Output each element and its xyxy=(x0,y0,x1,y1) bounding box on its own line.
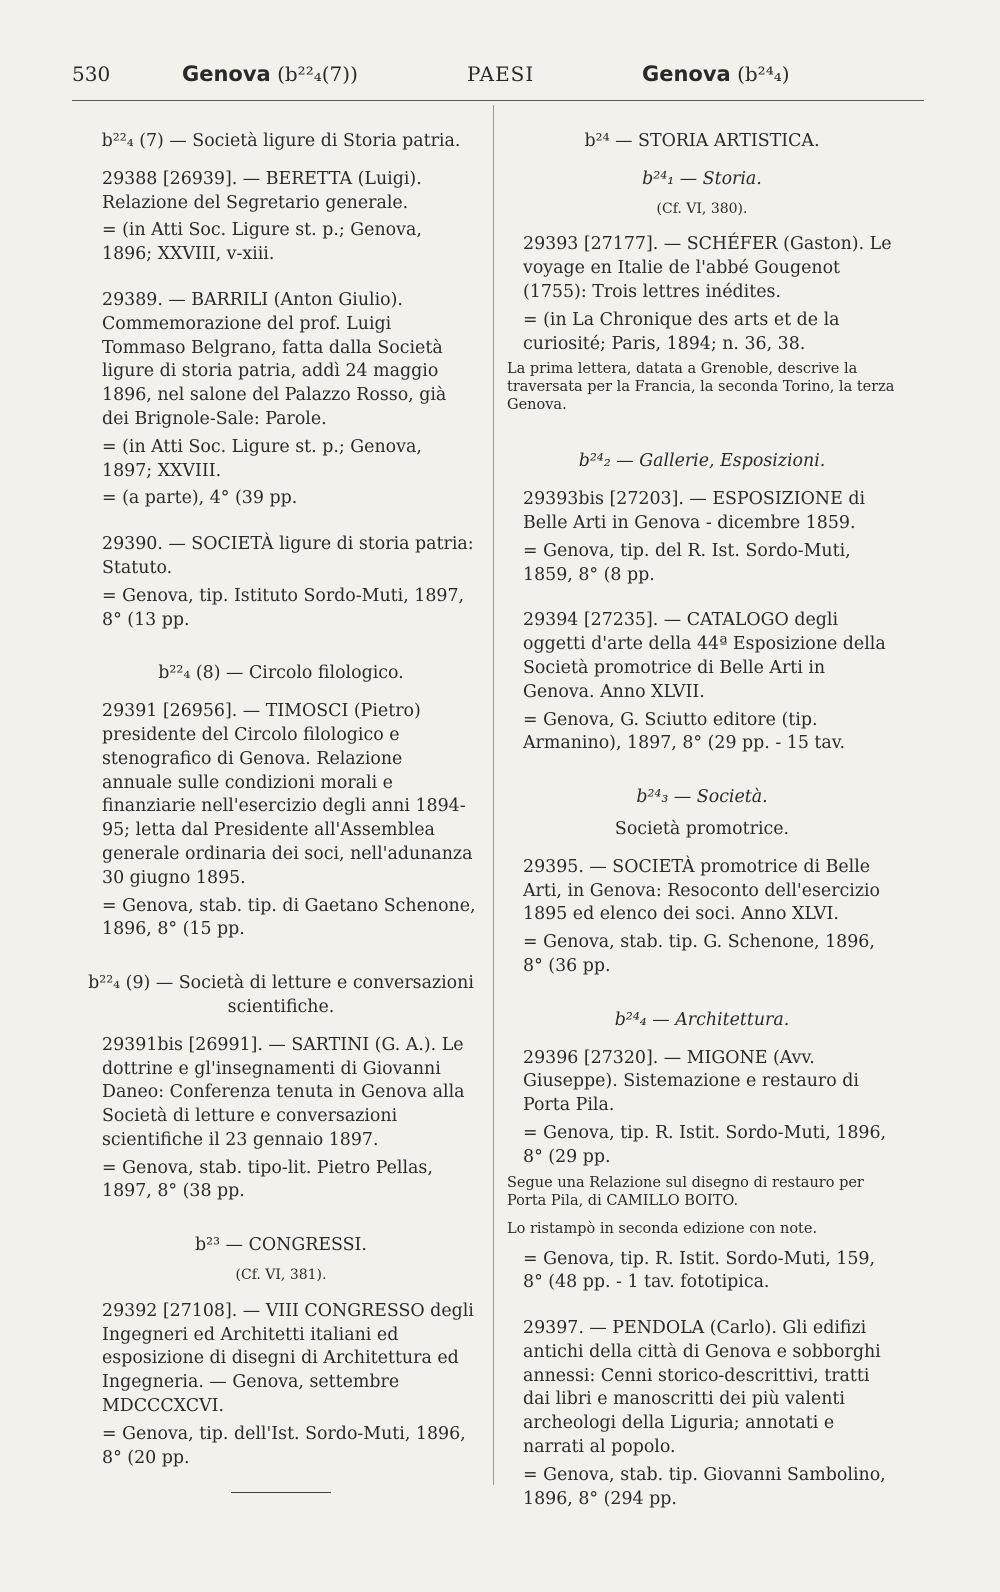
imprint: = Genova, tip. Istituto Sordo-Muti, 1897, 8° (13 pp. xyxy=(102,585,465,630)
note: Lo ristampò in seconda edizione con note. xyxy=(507,1220,818,1237)
header-right xyxy=(642,62,790,86)
section-heading: b²⁴₂ — Gallerie, Esposizioni. xyxy=(578,451,826,472)
imprint: = Genova, tip. dell'Ist. Sordo-Muti, 1896, 8° (20 pp. xyxy=(102,1423,466,1468)
header-right-code: (b²⁴₄) xyxy=(737,62,790,86)
imprint: = Genova, stab. tip. Giovanni Sambolino, 1896, 8° (294 pp. xyxy=(523,1464,886,1509)
imprint: = Genova, stab. tip. G. Schenone, 1896, 8° (36 pp. xyxy=(523,932,875,976)
section-heading: b²⁴₁ — Storia. xyxy=(642,168,762,189)
entry-29393bis: 29393bis [27203]. — ESPOSIZIONE di Belle Arti in Genova - dicembre 1859. xyxy=(523,489,866,533)
imprint: = Genova, stab. tip. di Gaetano Schenone, 1896, 8° (15 pp. xyxy=(102,895,476,940)
header-right-title: Genova xyxy=(642,62,731,86)
right-column xyxy=(507,122,897,1515)
entry-29393: 29393 [27177]. — SCHÉFER (Gaston). Le voyage en Italie de l'abbé Gougenot (1755): Trois lettres inédites. xyxy=(523,234,892,302)
imprint: = (in La Chronique des arts et de la curiosité; Paris, 1894; n. 36, 38. xyxy=(523,309,840,354)
note: La prima lettera, datata a Grenoble, descrive la traversata per la Francia, la seconda Torino, la terza Genova. xyxy=(507,361,895,414)
subsection-heading: Società promotrice. xyxy=(614,818,790,839)
page-number: 530 xyxy=(72,62,111,86)
section-heading: b²⁴₄ — Architettura. xyxy=(614,1009,790,1030)
note: Segue una Relazione sul disegno di restauro per Porta Pila, di CAMILLO BOITO. xyxy=(507,1174,864,1209)
imprint: = Genova, tip. del R. Ist. Sordo-Muti, 1859, 8° (8 pp. xyxy=(523,540,851,585)
imprint: = Genova, tip. R. Istit. Sordo-Muti, 1896, 8° (29 pp. xyxy=(523,1122,887,1167)
header-left-title: Genova xyxy=(182,62,271,86)
imprint: = (a parte), 4° (39 pp. xyxy=(102,488,298,509)
end-rule xyxy=(231,1492,331,1493)
section-heading: b²²₄ (9) — Società di letture e conversazioni scientifiche. xyxy=(88,973,474,1017)
entry-29388: 29388 [26939]. — BERETTA (Luigi). Relazione del Segretario generale. xyxy=(102,168,422,213)
entry-29396: 29396 [27320]. — MIGONE (Avv. Giuseppe). Sistemazione e restauro di Porta Pila. xyxy=(523,1047,859,1116)
imprint: = Genova, stab. tipo-lit. Pietro Pellas, 1897, 8° (38 pp. xyxy=(102,1157,433,1202)
section-heading: b²²₄ (7) — Società ligure di Storia patria. xyxy=(101,131,461,151)
section-heading: b²²₄ (8) — Circolo filologico. xyxy=(158,663,404,684)
left-column xyxy=(86,122,476,1493)
cross-reference: (Cf. VI, 380). xyxy=(656,200,748,217)
entry-29395: 29395. — SOCIETÀ promotrice di Belle Arti, in Genova: Resoconto dell'esercizio 1895 ed elenco dei soci. Anno XLVI. xyxy=(523,856,881,925)
header-rule xyxy=(72,100,924,101)
entry-29391: 29391 [26956]. — TIMOSCI (Pietro) presidente del Circolo filologico e stenografico di Genova. Relazione annuale sulle condizioni morali e finanziarie nell'esercizio degli anni 1894-95; letta dal Presidente all'Assemblea generale ordinaria dei soci, nell'adunanza 30 giugno 1895. xyxy=(102,701,473,888)
section-heading: b²⁴₃ — Società. xyxy=(636,787,768,808)
entry-29389: 29389. — BARRILI (Anton Giulio). Commemorazione del prof. Luigi Tommaso Belgrano, fatta dalla Società ligure di storia patria, addì 24 maggio 1896, nel salone del Palazzo Rosso, già dei Brignole-Sale: Parole. xyxy=(102,289,447,429)
imprint: = (in Atti Soc. Ligure st. p.; Genova, 1897; XXVIII. xyxy=(102,436,422,481)
entry-29391bis: 29391bis [26991]. — SARTINI (G. A.). Le dottrine e gl'insegnamenti di Giovanni Daneo: Conferenza tenuta in Genova alla Società di letture e conversazioni scientifiche il 23 gennaio 1897. xyxy=(102,1034,465,1150)
section-heading: b²³ — CONGRESSI. xyxy=(195,1235,367,1256)
header-left-code: (b²²₄(7)) xyxy=(277,62,358,86)
entry-29392: 29392 [27108]. — VIII CONGRESSO degli Ingegneri ed Architetti italiani ed esposizione di disegni di Architettura ed Ingegneria. — Genova, settembre MDCCCXCVI. xyxy=(102,1300,474,1417)
entry-29394: 29394 [27235]. — CATALOGO degli oggetti d'arte della 44ª Esposizione della Società promotrice di Belle Arti in Genova. Anno XLVII. xyxy=(523,610,886,702)
entry-29397: 29397. — PENDOLA (Carlo). Gli edifizi antichi della città di Genova e sobborghi annessi: Cenni storico-descrittivi, tratti dai libri e manoscritti dei più valenti archeologi della Liguria; annotati e narrati al popolo. xyxy=(523,1318,881,1458)
header-center: PAESI xyxy=(467,62,535,86)
imprint: = Genova, tip. R. Istit. Sordo-Muti, 159, 8° (48 pp. - 1 tav. fototipica. xyxy=(523,1248,875,1293)
header-left xyxy=(182,62,358,86)
column-divider xyxy=(493,105,494,1485)
cross-reference: (Cf. VI, 381). xyxy=(235,1267,327,1284)
imprint: = (in Atti Soc. Ligure st. p.; Genova, 1896; XXVIII, v-xiii. xyxy=(102,220,422,265)
section-heading: b²⁴ — STORIA ARTISTICA. xyxy=(584,131,820,151)
running-header xyxy=(72,58,924,94)
imprint: = Genova, G. Sciutto editore (tip. Armanino), 1897, 8° (29 pp. - 15 tav. xyxy=(523,709,846,754)
entry-29390: 29390. — SOCIETÀ ligure di storia patria: Statuto. xyxy=(102,534,474,578)
